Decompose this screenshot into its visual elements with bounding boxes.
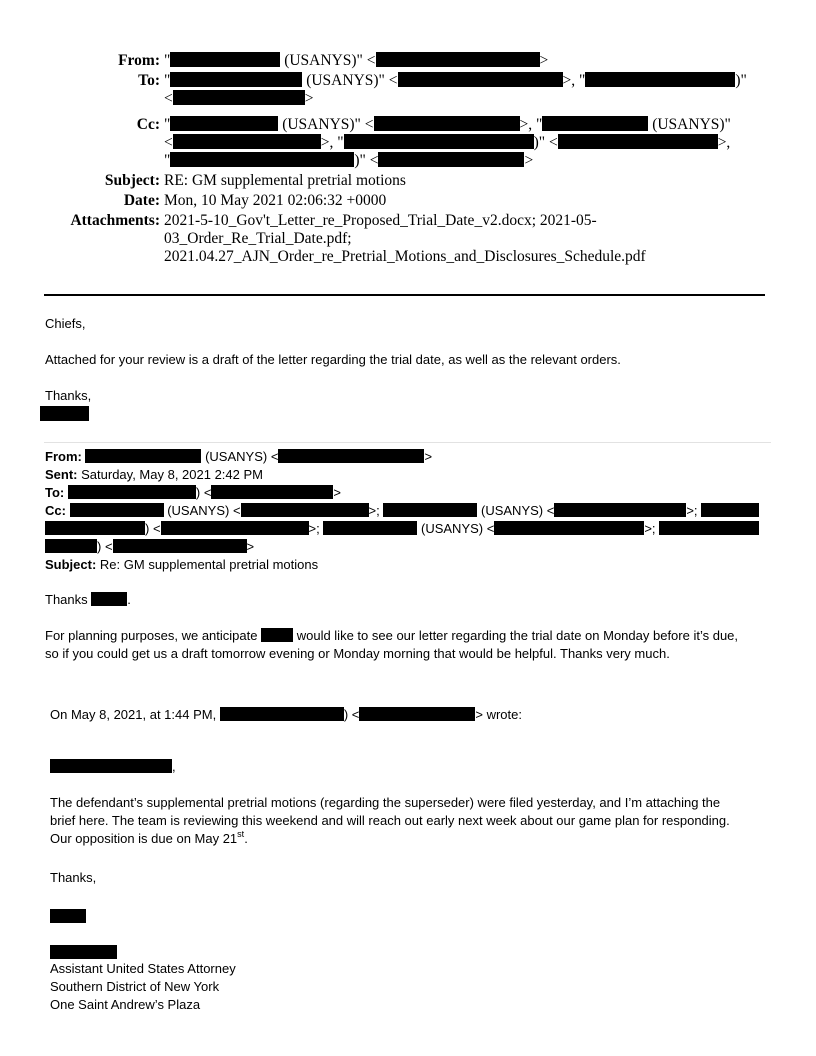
quoted-text: brief here. The team is reviewing this weekend and will reach out early next week about our game plan for responding.: [50, 813, 730, 828]
fwd-org: (USANYS): [167, 503, 230, 518]
redaction: [50, 945, 117, 959]
body-line: Attached for your review is a draft of the letter regarding the trial date, as well as the relevant orders.: [45, 352, 621, 367]
fwd-from-label: From:: [45, 449, 82, 464]
header-from-label: From:: [118, 52, 160, 69]
header-cc-row: Cc: " (USANYS)" < >, " (USANYS)" < >, " )" < >, " )" < >: [40, 116, 780, 170]
redaction: [220, 707, 344, 721]
signature-title: Assistant United States Attorney: [50, 961, 236, 976]
attachment-line: 2021-5-10_Gov't_Letter_re_Proposed_Trial_Date_v2.docx; 2021-05-: [164, 212, 597, 229]
redaction: [378, 152, 524, 167]
greeting: Chiefs,: [45, 316, 86, 331]
redaction: [91, 592, 127, 606]
quoted-signoff: Thanks,: [50, 870, 97, 885]
redaction: [173, 134, 321, 149]
fwd-sent-value: Saturday, May 8, 2021 2:42 PM: [81, 467, 263, 482]
planning-text: would like to see our letter regarding the trial date on Monday before it’s due,: [296, 628, 739, 643]
header-attachments-row: [40, 212, 780, 266]
fwd-subject-value: Re: GM supplemental pretrial motions: [99, 557, 319, 572]
redaction: [161, 521, 309, 535]
planning-text: For planning purposes, we anticipate: [45, 628, 258, 643]
redaction: [70, 503, 164, 517]
thanks-text: Thanks: [45, 592, 88, 607]
redaction: [261, 628, 293, 642]
fwd-sent-label: Sent:: [45, 467, 78, 482]
redaction: [50, 909, 86, 923]
header-subject-row: [40, 172, 780, 190]
header-date-value: Mon, 10 May 2021 02:06:32 +0000: [164, 192, 387, 209]
redaction: [68, 485, 196, 499]
redaction: [45, 521, 145, 535]
redaction: [170, 152, 354, 167]
quoted-text: The defendant’s supplemental pretrial motions (regarding the superseder) were filed yesterday, and I’m attaching the: [50, 795, 721, 810]
signature-address: One Saint Andrew’s Plaza: [50, 997, 201, 1012]
redaction: [241, 503, 369, 517]
recipient-org: (USANYS): [306, 72, 379, 89]
redaction: [85, 449, 201, 463]
redaction: [383, 503, 477, 517]
cc-org: (USANYS): [282, 116, 355, 133]
redaction: [323, 521, 417, 535]
planning-text: so if you could get us a draft tomorrow evening or Monday morning that would be helpful. Thanks very much.: [45, 646, 670, 661]
redaction: [374, 116, 520, 131]
ordinal-suffix: st: [237, 829, 245, 839]
quoted-wrote: wrote:: [486, 707, 522, 722]
sender-org: (USANYS): [284, 52, 357, 69]
redaction: [494, 521, 644, 535]
fwd-org: (USANYS): [421, 521, 484, 536]
header-subject-label: Subject:: [104, 172, 160, 189]
fwd-subject-label: Subject:: [45, 557, 97, 572]
redaction: [45, 539, 97, 553]
signoff: Thanks,: [45, 388, 92, 403]
header-subject-value: RE: GM supplemental pretrial motions: [164, 172, 406, 189]
redaction: [211, 485, 333, 499]
redaction: [585, 72, 735, 87]
redaction: [376, 52, 540, 67]
redaction: [344, 134, 534, 149]
email-header: [40, 52, 780, 268]
redaction: [398, 72, 563, 87]
quoted-text: Our opposition is due on May 21: [50, 831, 238, 846]
fwd-org: (USANYS): [205, 449, 268, 464]
redaction: [701, 503, 759, 517]
redaction: [659, 521, 759, 535]
header-to-row: To: " (USANYS)" < >, " )" < >: [40, 72, 780, 108]
header-from-row: From: " (USANYS)" < >: [40, 52, 780, 70]
redaction: [359, 707, 475, 721]
fwd-org: (USANYS): [481, 503, 544, 518]
attachment-line: 2021.04.27_AJN_Order_re_Pretrial_Motions_and_Disclosures_Schedule.pdf: [164, 248, 646, 265]
signature-block: [50, 960, 236, 1014]
quoted-paragraph: The defendant’s supplemental pretrial motions (regarding the superseder) were filed yesterday, and I’m attaching the brief here. The team is reviewing this weekend and will reach out early next week about our game plan for responding. Our opposition is due on May 21st.: [50, 795, 730, 846]
redaction: [170, 72, 302, 87]
redaction: [554, 503, 686, 517]
quoted-intro: On May 8, 2021, at 1:44 PM, ) < > wrote:: [50, 707, 522, 722]
redaction: [278, 449, 424, 463]
header-divider: [44, 294, 765, 296]
redaction: [173, 90, 305, 105]
attachment-line: 03_Order_Re_Trial_Date.pdf;: [164, 230, 352, 247]
redaction: [113, 539, 247, 553]
fwd-cc-label: Cc:: [45, 503, 66, 518]
redaction: [40, 406, 89, 421]
planning-paragraph: [45, 627, 738, 663]
fwd-to-label: To:: [45, 485, 65, 500]
redaction: [170, 52, 280, 67]
header-date-label: Date:: [123, 192, 160, 209]
header-cc-label: Cc:: [136, 116, 160, 133]
redaction: [542, 116, 648, 131]
header-date-row: [40, 192, 780, 210]
redaction: [50, 759, 172, 773]
cc-org: (USANYS): [652, 116, 725, 133]
redaction: [170, 116, 278, 131]
forward-divider: [44, 442, 771, 443]
signature-office: Southern District of New York: [50, 979, 220, 994]
header-to-label: To:: [138, 72, 160, 89]
redaction: [558, 134, 718, 149]
thanks-line: Thanks .: [45, 592, 131, 607]
header-attachments-label: Attachments:: [70, 212, 160, 229]
quoted-greeting: ,: [50, 759, 176, 774]
quoted-intro-text: On May 8, 2021, at 1:44 PM,: [50, 707, 217, 722]
forwarded-header: From: (USANYS) < > Sent: Saturday, May 8, 2021 2:42 PM To: ) < > Cc: (USANYS) < >; (USANYS) < >; ) < >; (USANYS) < >; ) < > Subject: Re: GM supplemental pretrial motions: [45, 448, 759, 574]
